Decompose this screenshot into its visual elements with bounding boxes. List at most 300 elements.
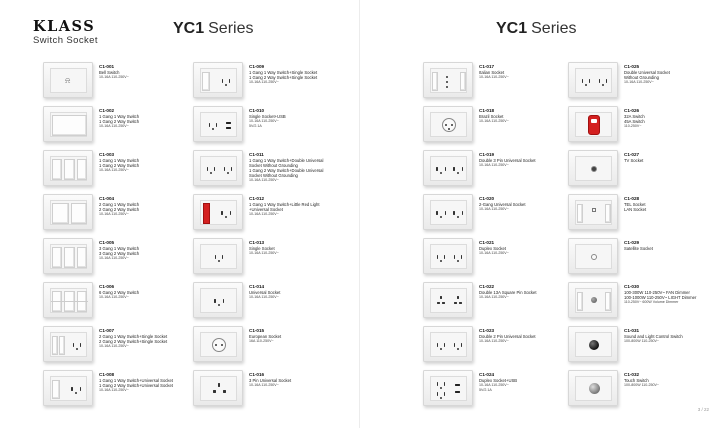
socket-pin-hole — [446, 86, 448, 88]
socket-pin-hole — [222, 255, 223, 259]
product-item — [193, 326, 363, 366]
bell-icon: ⍾ — [65, 76, 71, 85]
product-spec: 10-16A 110-250V~ — [99, 256, 129, 260]
page-number: 3 / 22 — [697, 407, 709, 412]
socket-pin-hole — [215, 255, 216, 259]
product-info — [249, 108, 367, 128]
socket-pin-hole — [224, 167, 225, 171]
socket-pin-hole — [459, 302, 462, 304]
product-spec: 10-16A 110-250V~ — [99, 124, 129, 128]
product-description: Double Universal Socket — [624, 70, 670, 75]
socket-pin-hole — [436, 211, 438, 215]
socket-pin-hole — [221, 344, 223, 346]
socket-pin-hole — [453, 167, 455, 171]
product-code: C1-015 — [249, 328, 265, 333]
switch-plate-face — [50, 288, 87, 313]
product-code: C1-012 — [249, 196, 265, 201]
socket-pin-hole — [213, 390, 216, 393]
product-info — [249, 284, 367, 300]
product-spec: 10-16A 110-250V~ — [249, 295, 279, 299]
product-item — [193, 106, 363, 146]
product-spec: 10-16A 110-250V~ — [99, 75, 129, 79]
ground-hole — [457, 348, 459, 350]
switch-plate-face — [430, 68, 467, 93]
product-info — [624, 372, 720, 388]
product-info — [624, 196, 720, 212]
product-code: C1-018 — [479, 108, 495, 113]
switch-window — [591, 119, 597, 123]
socket-pin-hole — [222, 79, 223, 83]
socket-pin-hole — [461, 255, 462, 259]
socket-pin-hole — [444, 382, 445, 386]
product-description: Satellite Socket — [624, 246, 653, 251]
series-title-right — [496, 20, 576, 38]
satellite-port — [591, 254, 597, 260]
product-code: C1-014 — [249, 284, 265, 289]
product-image — [423, 62, 473, 98]
product-code: C1-024 — [479, 372, 495, 377]
series-title-left — [173, 20, 253, 38]
product-image — [423, 106, 473, 142]
port-cover — [577, 204, 583, 223]
product-spec: 10-16A 110-250V~ — [479, 163, 509, 167]
socket-pin-hole — [216, 123, 217, 127]
product-code: C1-028 — [624, 196, 640, 201]
socket-pin-hole — [461, 343, 462, 347]
switch-plate-face — [430, 156, 467, 181]
socket-pin-hole — [445, 124, 447, 126]
product-spec: 10-16A 110-250V~ — [99, 388, 129, 392]
product-item — [193, 238, 363, 278]
product-info — [249, 372, 367, 388]
product-item — [193, 150, 363, 190]
product-description: 3 Gang 1 Way Switch — [99, 246, 140, 251]
product-description: Duplex Socket — [479, 246, 506, 251]
product-description: 3 Gang 2 Way Switch — [99, 251, 140, 256]
product-image — [43, 194, 93, 230]
ground-hole — [212, 128, 214, 130]
product-item — [43, 326, 213, 366]
product-item — [568, 62, 720, 102]
ground-hole — [440, 348, 442, 350]
socket-pin-hole — [437, 343, 438, 347]
product-item — [568, 106, 720, 146]
product-description: Double 13A Square Pin Socket — [479, 290, 537, 295]
switch-plate-face — [50, 200, 87, 225]
socket-pin-hole — [457, 296, 459, 299]
socket-pin-hole — [454, 343, 455, 347]
product-spec: 100-800W 110-250V~ — [624, 339, 659, 343]
product-code: C1-032 — [624, 372, 640, 377]
product-spec: 10-16A 110-250V~ — [249, 383, 279, 387]
touch-pad — [589, 383, 600, 394]
product-description: Italian Socket — [479, 70, 505, 75]
socket-pin-hole — [454, 255, 455, 259]
switch-plate-face — [50, 332, 87, 357]
product-code: C1-020 — [479, 196, 495, 201]
switch-plate-face — [430, 112, 467, 137]
product-image — [193, 326, 243, 362]
product-item — [193, 194, 363, 234]
ground-hole — [457, 260, 459, 262]
product-description: European Socket — [249, 334, 282, 339]
rocker-switch — [460, 72, 466, 91]
socket-pin-hole — [223, 390, 226, 393]
switch-plate-face — [50, 156, 87, 181]
product-code: C1-026 — [624, 108, 640, 113]
product-info — [624, 240, 720, 251]
product-item — [43, 194, 213, 234]
switch-plate-face — [430, 376, 467, 401]
ground-hole — [457, 216, 459, 218]
product-image — [568, 370, 618, 406]
socket-pin-hole — [462, 211, 464, 215]
usb-port — [226, 127, 231, 129]
product-description: Single Socket+USB — [249, 114, 286, 119]
product-image — [193, 238, 243, 274]
switch-plate-face — [430, 244, 467, 269]
product-item — [43, 282, 213, 322]
ground-hole — [440, 260, 442, 262]
product-item — [43, 106, 213, 146]
product-item — [193, 62, 363, 102]
socket-pin-hole — [230, 211, 232, 215]
rocker-switch — [77, 159, 87, 180]
ground-hole — [218, 260, 220, 262]
switch-plate-face — [50, 376, 87, 401]
switch-plate-face — [200, 332, 237, 357]
rocker-switch — [52, 247, 62, 268]
rocker-switch — [432, 72, 438, 91]
product-description: 2-Gang Universal Socket — [479, 202, 526, 207]
product-image — [568, 62, 618, 98]
ground-hole — [440, 387, 442, 389]
product-spec: 10-16A 110-250V~ — [249, 80, 279, 84]
product-code: C1-009 — [249, 64, 265, 69]
socket-pin-hole — [218, 383, 220, 387]
product-code: C1-005 — [99, 240, 115, 245]
product-image — [423, 326, 473, 362]
socket-pin-hole — [440, 296, 442, 299]
product-info — [624, 328, 720, 344]
product-code: C1-030 — [624, 284, 640, 289]
product-spec: 10-16A 110-250V~ — [249, 178, 279, 182]
socket-pin-hole — [80, 387, 82, 391]
switch-plate-face — [50, 68, 87, 93]
switch-plate-face — [575, 376, 612, 401]
product-image — [423, 194, 473, 230]
product-description: 1 Gang 2 Way Switch — [99, 163, 140, 168]
product-code: C1-017 — [479, 64, 495, 69]
product-description: Without Grounding — [624, 75, 659, 80]
rocker-switch — [605, 292, 611, 311]
sensor-lens — [589, 340, 599, 350]
product-item — [43, 62, 213, 102]
rocker-switch — [77, 247, 87, 268]
product-image — [568, 194, 618, 230]
product-info — [624, 64, 720, 85]
switch-plate-face — [575, 156, 612, 181]
product-spec: 10-16A 110-250V~ — [479, 251, 509, 255]
ground-hole — [440, 397, 442, 399]
socket-pin-hole — [209, 123, 210, 127]
product-image — [43, 150, 93, 186]
socket-pin-hole — [446, 81, 448, 83]
socket-pin-hole — [437, 382, 438, 386]
product-description: 6 Gang 2 Way Switch — [99, 290, 140, 295]
socket-pin-hole — [437, 255, 438, 259]
port-cover — [605, 204, 611, 223]
ground-hole — [218, 304, 220, 306]
red-power-switch — [588, 115, 600, 135]
product-description: Socket Without Grounding — [249, 173, 298, 178]
socket-pin-hole — [448, 128, 450, 130]
product-description: 32A Switch — [624, 114, 645, 119]
product-code: C1-023 — [479, 328, 495, 333]
socket-pin-hole — [214, 167, 215, 171]
product-image — [43, 326, 93, 362]
ground-hole — [75, 392, 77, 394]
product-spec: 10-16A 110-250V~ — [479, 207, 509, 211]
product-code: C1-025 — [624, 64, 640, 69]
ground-hole — [585, 84, 587, 86]
socket-pin-hole — [462, 167, 464, 171]
switch-plate-face — [200, 244, 237, 269]
socket-pin-hole — [589, 79, 590, 83]
ground-hole — [225, 84, 227, 86]
product-spec: 10-16A 110-250V~ — [249, 251, 279, 255]
switch-plate-face — [575, 244, 612, 269]
switch-plate-face — [50, 244, 87, 269]
product-image — [193, 282, 243, 318]
product-code: C1-019 — [479, 152, 495, 157]
switch-plate-face — [200, 288, 237, 313]
product-item — [43, 370, 213, 410]
product-description: LAN Socket — [624, 207, 647, 212]
rocker-switch — [202, 72, 210, 91]
series-code: YC1 — [173, 20, 205, 37]
brand-subtitle: Switch Socket — [33, 35, 98, 46]
product-image — [193, 106, 243, 142]
product-info — [249, 64, 367, 85]
switch-plate-face — [575, 288, 612, 313]
product-description: 1 Gang 2 Way Switch+Double Universal — [249, 168, 324, 173]
socket-pin-hole — [73, 343, 74, 347]
product-item — [568, 150, 720, 190]
switch-plate-face — [200, 376, 237, 401]
product-description: 1 Gang 1 Way Switch — [99, 158, 140, 163]
product-info — [624, 108, 720, 129]
product-image — [193, 150, 243, 186]
series-word: Series — [208, 20, 254, 37]
rocker-switch — [52, 203, 69, 224]
socket-pin-hole — [444, 392, 445, 396]
switch-plate-face — [200, 156, 237, 181]
rocker-switch — [71, 203, 88, 224]
socket-pin-hole — [445, 167, 447, 171]
switch-plate-face — [430, 332, 467, 357]
product-image — [193, 370, 243, 406]
switch-plate-face — [575, 68, 612, 93]
socket-pin-hole — [229, 79, 230, 83]
product-image — [423, 150, 473, 186]
product-spec: 10-16A 110-250V~ — [479, 295, 509, 299]
product-image — [43, 106, 93, 142]
ground-hole — [225, 216, 227, 218]
product-description: Double 2 Pin Universal Socket — [479, 334, 536, 339]
socket-pin-hole — [444, 255, 445, 259]
product-item — [43, 238, 213, 278]
product-description: 1 Gang 1 Way Switch — [99, 114, 140, 119]
socket-pin-hole — [71, 387, 73, 391]
product-description: TV Socket — [624, 158, 644, 163]
product-description: 1 Gang 1 Way Switch+Little Red Light — [249, 202, 320, 207]
product-spec: 110-250V~ 600W Volume Dimmer — [624, 300, 679, 304]
product-description: 2 Gang 2 Way Switch — [99, 207, 140, 212]
socket-pin-hole — [606, 79, 607, 83]
socket-pin-hole — [442, 302, 445, 304]
product-code: C1-003 — [99, 152, 115, 157]
product-description: 1 Gang 1 Way Switch+Double Universal — [249, 158, 324, 163]
socket-pin-hole — [453, 211, 455, 215]
product-description: Touch Switch — [624, 378, 649, 383]
switch-plate-face — [50, 112, 87, 137]
product-item — [568, 370, 720, 410]
product-description: 1 Gang 2 Way Switch+Universal Socket — [99, 383, 173, 388]
product-description: 1 Gang 2 Way Switch+Single Socket — [249, 75, 318, 80]
product-item — [568, 326, 720, 366]
product-code: C1-022 — [479, 284, 495, 289]
switch-plate-face — [200, 68, 237, 93]
product-image — [423, 370, 473, 406]
ground-hole — [440, 216, 442, 218]
rocker-divider — [51, 301, 88, 302]
switch-plate-face — [200, 200, 237, 225]
product-item — [568, 194, 720, 234]
product-description: 45A Switch — [624, 119, 645, 124]
product-image — [193, 194, 243, 230]
product-spec: 10-16A 110-250V~ — [479, 75, 509, 79]
product-image — [568, 282, 618, 318]
switch-plate-face — [200, 112, 237, 137]
product-code: C1-004 — [99, 196, 115, 201]
tel-port — [592, 208, 596, 212]
product-image — [43, 282, 93, 318]
product-image — [423, 282, 473, 318]
product-description: Bell Switch — [99, 70, 120, 75]
socket-pin-hole — [223, 299, 225, 303]
ground-hole — [602, 84, 604, 86]
product-image — [568, 326, 618, 362]
product-spec: 10-16A 110-250V~ — [99, 168, 129, 172]
tv-port — [591, 166, 597, 172]
product-code: C1-029 — [624, 240, 640, 245]
product-code: C1-002 — [99, 108, 115, 113]
product-description: 2 Gang 2 Way Switch+Single Socket — [99, 339, 168, 344]
rocker-switch — [52, 159, 62, 180]
dimmer-knob — [591, 297, 597, 303]
switch-plate-face — [575, 332, 612, 357]
socket-pin-hole — [599, 79, 600, 83]
product-image — [193, 62, 243, 98]
product-code: C1-013 — [249, 240, 265, 245]
switch-plate-face — [575, 200, 612, 225]
product-code: C1-001 — [99, 64, 115, 69]
rocker-switch — [52, 115, 87, 136]
red-indicator-switch — [203, 203, 210, 224]
socket-pin-hole — [444, 343, 445, 347]
product-description: 100-1000W 110-250V~ LIGHT Dimmer — [624, 295, 697, 300]
product-description: 3 Pin Universal Socket — [249, 378, 292, 383]
socket-pin-hole — [437, 302, 440, 304]
product-description: TEL Socket — [624, 202, 646, 207]
product-spec: 16A 110-250V~ — [249, 339, 274, 343]
ground-hole — [76, 348, 78, 350]
product-code: C1-007 — [99, 328, 115, 333]
right-page — [360, 0, 720, 428]
rocker-switch — [64, 247, 74, 268]
usb-port — [455, 391, 460, 393]
usb-port — [226, 122, 231, 124]
ground-hole — [440, 172, 442, 174]
product-item — [568, 238, 720, 278]
product-code: C1-031 — [624, 328, 640, 333]
ground-hole — [210, 172, 212, 174]
switch-plate-face — [430, 288, 467, 313]
brand-logo — [33, 19, 98, 46]
product-spec: 10-16A 110-250V~ — [624, 80, 654, 84]
socket-pin-hole — [445, 211, 447, 215]
product-image — [568, 106, 618, 142]
product-description: 2 Gang 1 Way Switch — [99, 202, 140, 207]
product-description: 1 Gang 1 Way Switch+Universal Socket — [99, 378, 173, 383]
product-info — [249, 196, 367, 217]
product-info — [249, 152, 367, 183]
product-description: Brazil Socket — [479, 114, 504, 119]
product-item — [193, 370, 363, 410]
series-code: YC1 — [496, 20, 528, 37]
socket-pin-hole — [446, 76, 448, 78]
product-spec: 10-16A 110-250V~ — [479, 339, 509, 343]
product-description: 1 Gang 2 Way Switch — [99, 119, 140, 124]
product-spec: 10-16A 110-250V~ — [99, 344, 129, 348]
product-spec: 10-16A 110-250V~ — [249, 212, 279, 216]
rocker-switch — [52, 380, 60, 399]
product-spec: 10-16A 110-250V~ — [479, 119, 509, 123]
product-spec: 10-16A 110-250V~ — [99, 212, 129, 216]
switch-plate-face — [430, 200, 467, 225]
switch-plate-face — [575, 112, 612, 137]
product-info — [624, 152, 720, 163]
product-description: 1 Gang 1 Way Switch+Single Socket — [249, 70, 318, 75]
product-image — [423, 238, 473, 274]
product-code: C1-011 — [249, 152, 264, 157]
product-image — [43, 62, 93, 98]
product-item — [43, 150, 213, 190]
socket-pin-hole — [80, 343, 81, 347]
brand-name: KLASS — [33, 18, 96, 35]
product-spec: 10-16A 110-250V~ 5V/2.1A — [479, 383, 509, 392]
product-info — [249, 240, 367, 256]
product-item — [568, 282, 720, 322]
socket-pin-hole — [231, 167, 232, 171]
socket-pin-hole — [454, 302, 457, 304]
product-description: +Universal Socket — [249, 207, 283, 212]
socket-pin-hole — [214, 299, 216, 303]
socket-pin-hole — [582, 79, 583, 83]
product-code: C1-006 — [99, 284, 115, 289]
rocker-switch — [59, 336, 65, 355]
